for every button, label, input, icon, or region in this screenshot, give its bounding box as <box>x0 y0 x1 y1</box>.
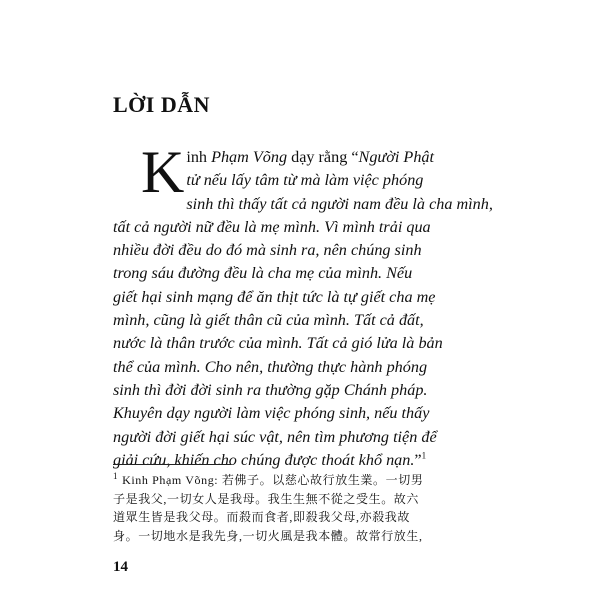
drop-cap-letter: K <box>141 139 185 205</box>
footnote-line: $^1$ Kinh Phạm Võng: 若佛子。以慈心故行放生業。一切男 <box>113 471 424 487</box>
text-line: giải cứu, khiến cho chúng được thoát khổ nạn.”$^1$ <box>113 450 427 469</box>
text-line: sinh thì đời đời sinh ra thường gặp Chánh pháp. <box>113 380 428 399</box>
text-line: giết hại sinh mạng để ăn thịt tức là tự giết cha mẹ <box>113 287 436 306</box>
text-line: thể của mình. Cho nên, thường thực hành phóng <box>113 357 428 376</box>
text-line: trong sáu đường đều là cha mẹ của mình. Nếu <box>113 264 413 283</box>
footnote-reference: 1 <box>421 450 427 461</box>
footnote-line: 道眾生皆是我父母。而殺而食者,即殺我父母,亦殺我故 <box>113 510 411 524</box>
page-number: 14 <box>113 559 128 575</box>
text-line: sinh thì thấy tất cả người nam đều là cha mình, <box>186 194 493 213</box>
footnote-divider <box>113 464 231 465</box>
footnote-mark: 1 <box>113 471 119 481</box>
text-line: inh Phạm Võng dạy rằng “Người Phật <box>186 148 435 166</box>
text-line: nước là thân trước của mình. Tất cả gió lửa là bản <box>113 334 443 353</box>
footnote <box>113 471 501 545</box>
text-line: tất cả người nữ đều là mẹ mình. Vì mình trải qua <box>113 217 431 236</box>
text-line: nhiều đời đều do đó mà sinh ra, nên chúng sinh <box>113 241 422 260</box>
text-line: người đời giết hại súc vật, nên tìm phương tiện để <box>113 427 437 446</box>
text-line: tử nếu lấy tâm từ mà làm việc phóng <box>186 171 424 190</box>
footnote-line: 身。一切地水是我先身,一切火風是我本體。故常行放生, <box>113 528 423 543</box>
chapter-heading: LỜI DẪN <box>113 92 211 117</box>
body-paragraph <box>113 139 496 472</box>
text-line: Khuyên dạy người làm việc phóng sinh, nếu thấy <box>113 404 430 423</box>
text-line: mình, cũng là giết thân cũ của mình. Tất cả đất, <box>113 311 424 330</box>
footnote-line: 子是我父,一切女人是我母。我生生無不從之受生。故六 <box>113 491 420 506</box>
